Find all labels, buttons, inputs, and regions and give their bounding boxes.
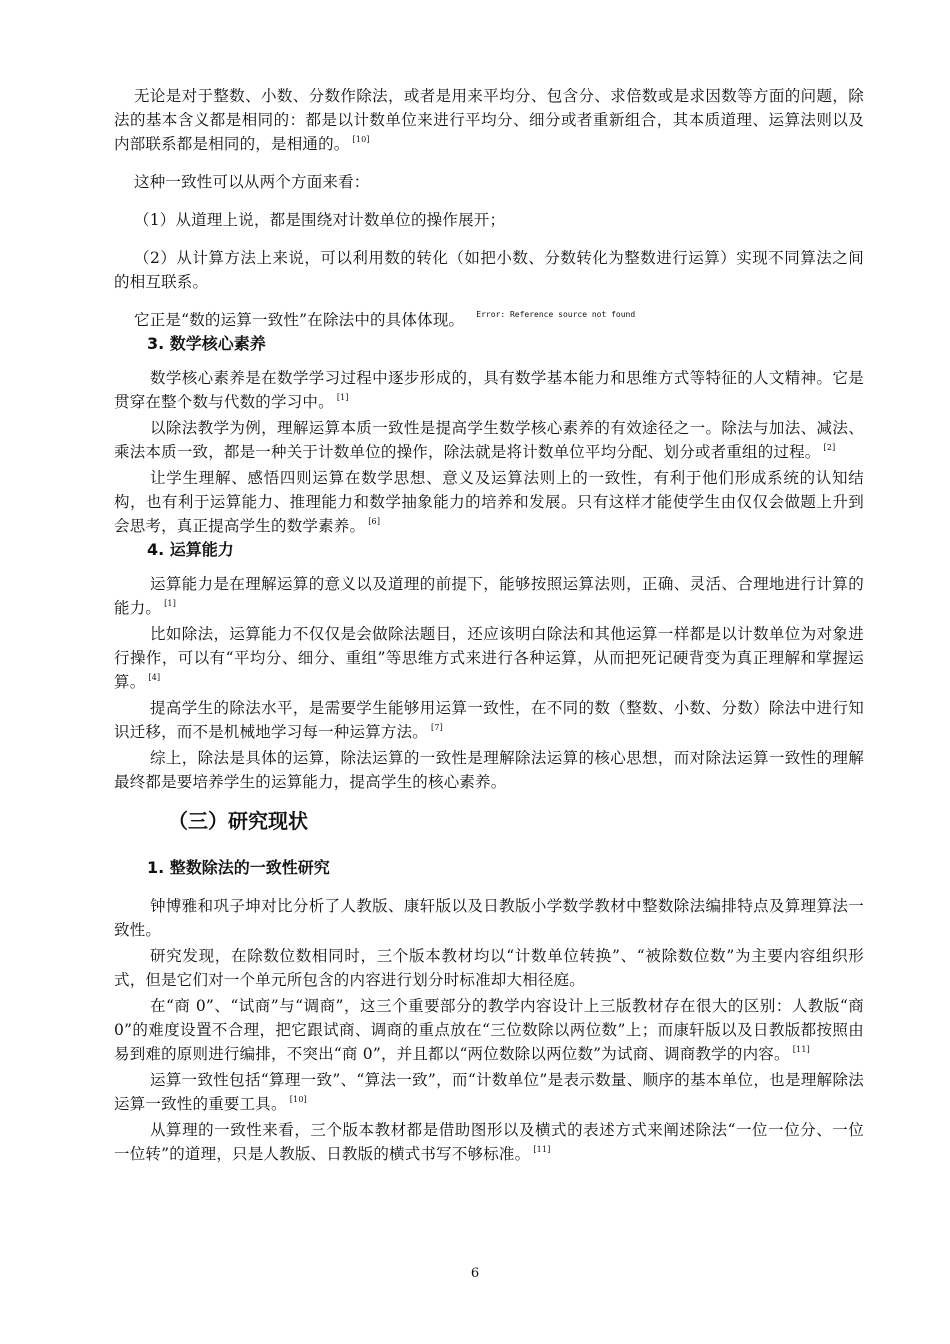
paragraph-text: 以除法教学为例，理解运算本质一致性是提高学生数学核心素养的有效途径之一。除法与加法、减法、乘法本质一致，都是一种关于计数单位的操作，除法就是将计数单位平均分配、划分或者重组的过程。 — [114, 419, 864, 461]
paragraph-text: 运算一致性包括“算理一致”、“算法一致”，而“计数单位”是表示数量、顺序的基本单位，也是理解除法运算一致性的重要工具。 — [114, 1071, 864, 1113]
paragraph: 研究发现，在除数位数相同时，三个版本教材均以“计数单位转换”、“被除数位数”为主要内容组织形式，但是它们对一个单元所包含的内容进行划分时标准却大相径庭。 — [114, 947, 864, 989]
reference-error-note: Error: Reference source not found — [476, 310, 636, 319]
section-heading: 4. 运算能力 — [147, 540, 234, 559]
paragraph-text: 从算理的一致性来看，三个版本教材都是借助图形以及横式的表述方式来阐述除法“一位一位分、一位一位转”的道理，只是人教版、日教版的横式书写不够标准。 — [114, 1121, 864, 1163]
paragraph-text: 比如除法，运算能力不仅仅是会做除法题目，还应该明白除法和其他运算一样都是以计数单位为对象进行操作，可以有“平均分、细分、重组”等思维方式来进行各种运算，从而把死记硬背变为真正理解和掌握运算。 — [114, 625, 864, 691]
citation: [11] — [792, 1045, 810, 1054]
paragraph-text: 数学核心素养是在数学学习过程中逐步形成的，具有数学基本能力和思维方式等特征的人文精神。它是贯穿在整个数与代数的学习中。 — [114, 369, 864, 411]
page-number: 6 — [470, 1266, 480, 1281]
paragraph-text: 在“商 0”、“试商”与“调商”，这三个重要部分的教学内容设计上三版教材存在很大的区别：人教版“商 0”的难度设置不合理，把它跟试商、调商的重点放在“三位数除以两位数”上；而康轩版以及日教版都按照由易到难的原则进行编排，不突出“商 0”，并且都以“两位数除以两位数”为试商、调商教学的内容。 — [114, 997, 864, 1063]
paragraph — [114, 416, 864, 464]
paragraph — [114, 994, 864, 1066]
section-heading: 3. 数学核心素养 — [147, 334, 266, 353]
citation: [1] — [336, 393, 349, 402]
citation: [4] — [148, 673, 161, 682]
citation: [11] — [533, 1145, 551, 1154]
document-body — [114, 84, 864, 1166]
paragraph-text: （2）从计算方法上来说，可以利用数的转化（如把小数、分数转化为整数进行运算）实现不同算法之间的相互联系。 — [114, 249, 864, 291]
citation: [7] — [431, 723, 443, 732]
paragraph — [114, 466, 864, 538]
paragraph-text: 无论是对于整数、小数、分数作除法，或者是用来平均分、包含分、求倍数或是求因数等方面的问题，除法的基本含义都是相同的：都是以计数单位来进行平均分、细分或者重新组合，其本质道理、运算法则以及内部联系都是相同的，是相通的。 — [114, 87, 864, 153]
paragraph — [114, 572, 864, 620]
paragraph-text: 它正是“数的运算一致性”在除法中的具体体现。 — [134, 311, 465, 329]
paragraph — [114, 1068, 864, 1116]
paragraph-text: 提高学生的除法水平，是需要学生能够用运算一致性，在不同的数（整数、小数、分数）除法中进行知识迁移，而不是机械地学习每一种运算方法。 — [114, 699, 864, 741]
chapter-heading: （三）研究现状 — [168, 809, 308, 833]
citation: [1] — [164, 599, 177, 608]
paragraph — [114, 622, 864, 694]
paragraph: 钟博雅和巩子坤对比分析了人教版、康轩版以及日教版小学数学教材中整数除法编排特点及算理算法一致性。 — [114, 897, 864, 939]
citation: [10] — [352, 135, 370, 144]
paragraph: 这种一致性可以从两个方面来看： — [134, 173, 370, 191]
citation: [10] — [289, 1095, 307, 1104]
paragraph-text: 运算能力是在理解运算的意义以及道理的前提下，能够按照运算法则，正确、灵活、合理地进行计算的能力。 — [114, 575, 864, 617]
paragraph — [114, 696, 864, 744]
paragraph — [114, 84, 864, 156]
paragraph — [114, 308, 864, 332]
paragraph — [114, 366, 864, 414]
paragraph — [114, 1118, 864, 1166]
list-item: （1）从道理上说，都是围绕对计数单位的操作展开； — [134, 211, 506, 229]
list-item — [114, 246, 864, 294]
section-heading: 1. 整数除法的一致性研究 — [147, 858, 330, 877]
paragraph: 综上，除法是具体的运算，除法运算的一致性是理解除法运算的核心思想，而对除法运算一致性的理解最终都是要培养学生的运算能力，提高学生的核心素养。 — [114, 749, 864, 791]
paragraph-text: 让学生理解、感悟四则运算在数学思想、意义及运算法则上的一致性，有利于他们形成系统的认知结构，也有利于运算能力、推理能力和数学抽象能力的培养和发展。只有这样才能使学生由仅仅会做题上升到会思考，真正提高学生的数学素养。 — [114, 469, 864, 535]
citation: [6] — [368, 517, 381, 526]
citation: [2] — [823, 443, 836, 452]
